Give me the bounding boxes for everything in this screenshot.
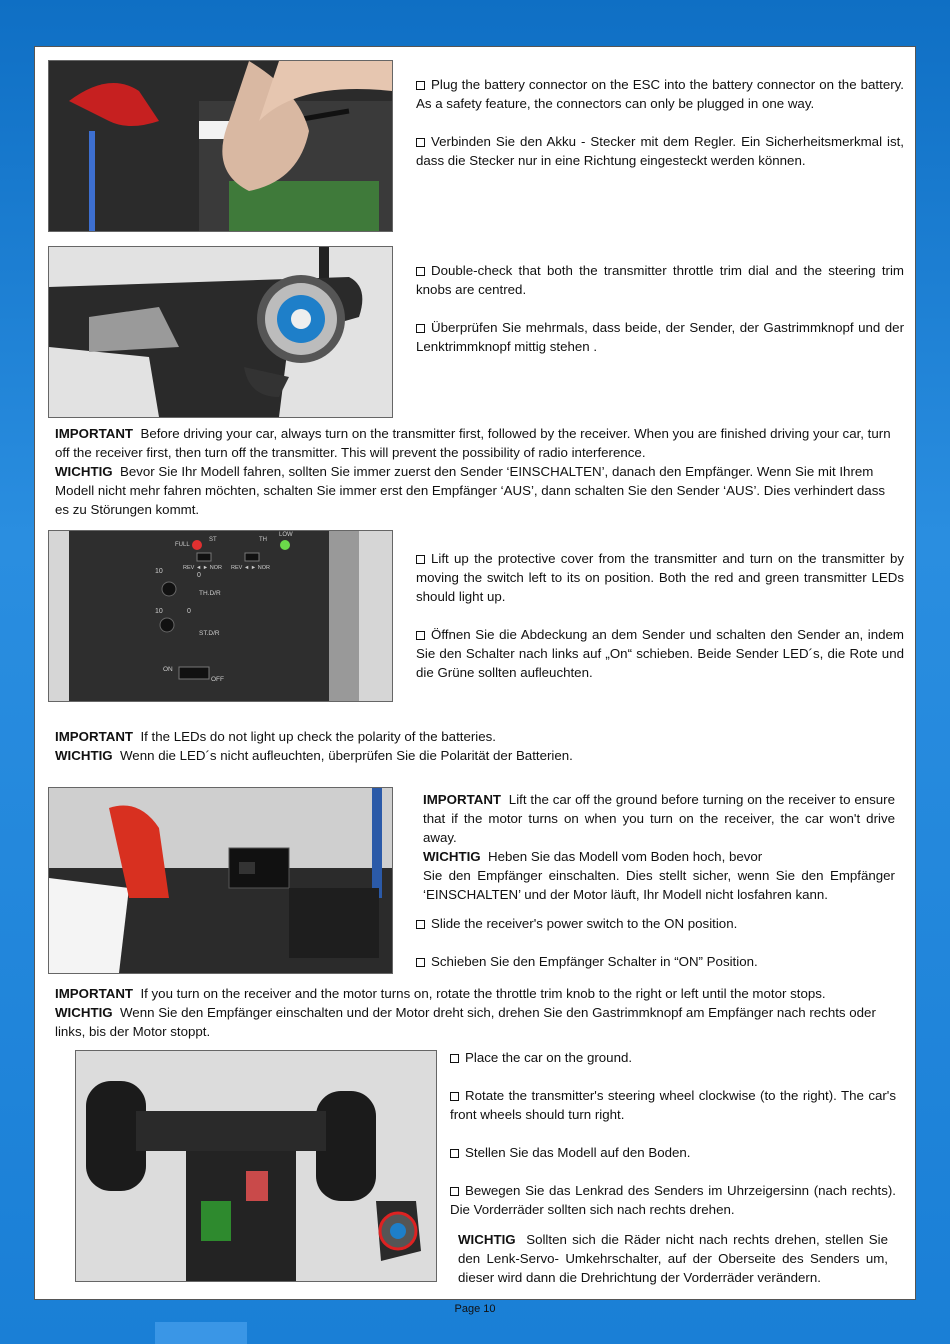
step-ground-en: Place the car on the ground. — [465, 1050, 633, 1065]
battery-connector-illustration — [49, 61, 392, 231]
important-text: Before driving your car, always turn on the transmitter first, followed by the receiver. When you are finished driving your car, turn off the receiver first, then turn off the transmitter. This will prevent the possibility of radio interference. — [55, 426, 891, 460]
label-ten-th: 10 — [155, 568, 163, 575]
photo-transmitter-trims — [48, 246, 393, 418]
checkbox-icon — [416, 920, 425, 929]
car-steering-illustration — [76, 1051, 436, 1281]
step-steering-text — [450, 1048, 896, 1219]
step-trims-en: Double-check that both the transmitter throttle trim dial and the steering trim knobs are centred. — [416, 263, 904, 297]
step-trims-text — [416, 261, 904, 375]
step-receiver-on-en: Slide the receiver's power switch to the ON position. — [431, 916, 738, 931]
label-full: FULL — [175, 542, 190, 548]
checkbox-icon — [416, 138, 425, 147]
label-off: OFF — [211, 676, 224, 683]
important-label: IMPORTANT — [423, 792, 502, 807]
checkbox-icon — [416, 958, 425, 967]
important-notice-3 — [55, 984, 893, 1041]
step-steering-en: Rotate the transmitter's steering wheel clockwise (to the right). The car's front wheels should turn right. — [450, 1088, 896, 1122]
checkbox-icon — [416, 267, 425, 276]
wichtig-label: WICHTIG — [55, 464, 113, 479]
important-text: Lift the car off the ground before turning on the receiver to ensure that if the motor turns on when you turn on the receiver, the car won't drive away. — [423, 792, 895, 845]
transmitter-trims-illustration — [49, 247, 392, 417]
receiver-switch-illustration — [49, 788, 392, 973]
photo-battery-connector — [48, 60, 393, 232]
important-label: IMPORTANT — [55, 986, 134, 1001]
step-receiver-on-text — [416, 914, 904, 990]
label-on: ON — [163, 666, 173, 673]
label-st-dr: ST.D/R — [199, 630, 220, 637]
page-number: Page 10 — [454, 1303, 496, 1315]
label-low: LOW — [279, 532, 293, 538]
footer-stripe — [155, 1322, 247, 1344]
photo-car-steering — [75, 1050, 437, 1282]
checkbox-icon — [416, 631, 425, 640]
wichtig-label: WICHTIG — [458, 1232, 516, 1247]
step-receiver-text — [423, 790, 895, 904]
step-transmitter-on-en: Lift up the protective cover from the transmitter and turn on the transmitter by moving the switch left to its on position. Both the red and green transmitter LEDs should light up. — [416, 551, 904, 604]
checkbox-icon — [450, 1187, 459, 1196]
led-red — [192, 540, 202, 550]
step-transmitter-on-text — [416, 549, 904, 701]
label-ten-st: 10 — [155, 608, 163, 615]
label-rev-nor-st: REV ◄ ► NOR — [183, 565, 223, 571]
step-trims-de: Überprüfen Sie mehrmals, dass beide, der Sender, der Gastrimmknopf und der Lenktrimmknopf mittig stehen . — [416, 320, 904, 354]
important-text: If the LEDs do not light up check the polarity of the batteries. — [140, 729, 496, 744]
wichtig-label: WICHTIG — [423, 849, 481, 864]
checkbox-icon — [450, 1054, 459, 1063]
wichtig-text: Sollten sich die Räder nicht nach rechts drehen, stellen Sie den Lenk-Servo- Umkehrschalter, auf der Oberseite des Senders um, dieser wird dann die Drehrichtung der Vorderräder verändern. — [458, 1232, 888, 1285]
step-receiver-on-de: Schieben Sie den Empfänger Schalter in “ON” Position. — [431, 954, 758, 969]
step-steering-de: Bewegen Sie das Lenkrad des Senders im Uhrzeigersinn (nach rechts). Die Vorderräder sollten sich nach rechts drehen. — [450, 1183, 896, 1217]
important-label: IMPORTANT — [55, 729, 134, 744]
checkbox-icon — [416, 81, 425, 90]
step-steering-wichtig — [458, 1230, 888, 1287]
wichtig-text-line1: Heben Sie das Modell vom Boden hoch, bevor — [488, 849, 763, 864]
important-notice-1 — [55, 424, 893, 519]
step-ground-de: Stellen Sie das Modell auf den Boden. — [465, 1145, 691, 1160]
checkbox-icon — [416, 555, 425, 564]
wichtig-text-line2: Sie den Empfänger einschalten. Dies stellt sicher, wenn Sie den Empfänger ‘EINSCHALTEN’ und der Motor läuft, Ihr Modell nicht losfahren kann. — [423, 868, 895, 902]
step-transmitter-on-de: Öffnen Sie die Abdeckung an dem Sender und schalten den Sender an, indem Sie den Schalter nach links auf „On“ schieben. Beide Sender LED´s, die Rote und die Grüne sollten aufleuchten. — [416, 627, 904, 680]
important-notice-2 — [55, 727, 893, 765]
checkbox-icon — [450, 1149, 459, 1158]
label-th-dr: TH.D/R — [199, 590, 221, 597]
wichtig-label: WICHTIG — [55, 748, 113, 763]
checkbox-icon — [450, 1092, 459, 1101]
label-st: ST — [209, 537, 217, 543]
label-zero-st: 0 — [187, 608, 191, 615]
wichtig-label: WICHTIG — [55, 1005, 113, 1020]
checkbox-icon — [416, 324, 425, 333]
step-battery-en: Plug the battery connector on the ESC into the battery connector on the battery. As a safety feature, the connectors can only be plugged in one way. — [416, 77, 904, 111]
step-battery-text — [416, 75, 904, 189]
photo-transmitter-switch — [48, 530, 393, 702]
important-label: IMPORTANT — [55, 426, 134, 441]
wichtig-text: Bevor Sie Ihr Modell fahren, sollten Sie immer zuerst den Sender ‘EINSCHALTEN’, danach den Empfänger. Wenn Sie mit Ihrem Modell nicht mehr fahren möchten, schalten Sie immer erst den Empfänger ‘AUS’, dann schalten Sie den Sender ‘AUS’. Dies verhindert dass es zu Störungen kommt. — [55, 464, 885, 517]
led-green — [280, 540, 290, 550]
label-rev-nor-th: REV ◄ ► NOR — [231, 565, 271, 571]
step-battery-de: Verbinden Sie den Akku - Stecker mit dem Regler. Ein Sicherheitsmerkmal ist, dass die Stecker nur in eine Richtung eingesteckt werden können. — [416, 134, 904, 168]
transmitter-switch-illustration — [49, 531, 392, 701]
important-text: If you turn on the receiver and the motor turns on, rotate the throttle trim knob to the right or left until the motor stops. — [140, 986, 826, 1001]
wichtig-text: Wenn Sie den Empfänger einschalten und der Motor dreht sich, drehen Sie den Gastrimmknopf am Empfänger nach rechts oder links, bis der Motor stoppt. — [55, 1005, 876, 1039]
photo-receiver-switch — [48, 787, 393, 974]
label-zero-th: 0 — [197, 572, 201, 579]
wichtig-text: Wenn die LED´s nicht aufleuchten, überprüfen Sie die Polarität der Batterien. — [120, 748, 573, 763]
label-th: TH — [259, 537, 267, 543]
